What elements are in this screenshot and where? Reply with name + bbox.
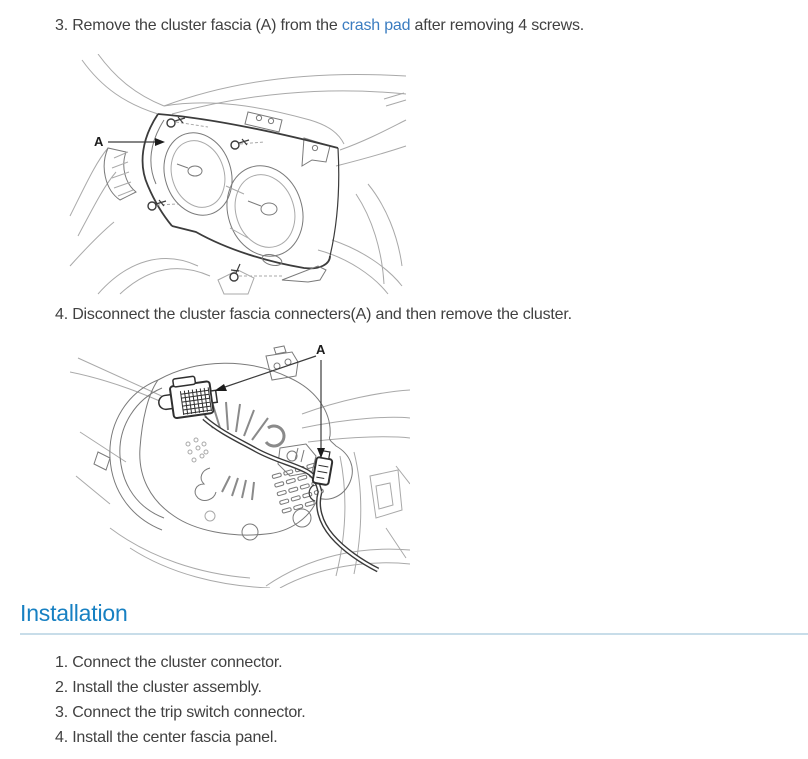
installation-step-2: 2. Install the cluster assembly. — [55, 679, 262, 696]
installation-steps — [55, 650, 306, 750]
installation-step-3: 3. Connect the trip switch connector. — [55, 704, 306, 721]
step-3-text-before: 3. Remove the cluster fascia (A) from the — [55, 17, 342, 34]
fascia-callout-label: A — [94, 134, 104, 149]
cluster-connectors-figure — [70, 336, 410, 593]
cluster-fascia-drawing — [68, 54, 408, 296]
installation-step-4: 4. Install the center fascia panel. — [55, 729, 278, 746]
screw-2 — [231, 139, 264, 149]
screw-4 — [230, 264, 282, 281]
step-3-text-after: after removing 4 screws. — [410, 17, 585, 34]
cluster-fascia-figure — [68, 54, 408, 301]
crash-pad-link[interactable]: crash pad — [341, 17, 411, 34]
removal-step-4: 4. Disconnect the cluster fascia connecters(A) and then remove the cluster. — [55, 306, 572, 323]
installation-step-1: 1. Connect the cluster connector. — [55, 654, 283, 671]
cluster-connectors-drawing — [70, 336, 410, 588]
cluster-connector-1 — [156, 373, 219, 420]
installation-heading: Installation — [20, 600, 808, 635]
removal-step-3 — [55, 17, 584, 35]
screw-3 — [148, 200, 178, 210]
connectors-callout-label: A — [316, 342, 326, 357]
